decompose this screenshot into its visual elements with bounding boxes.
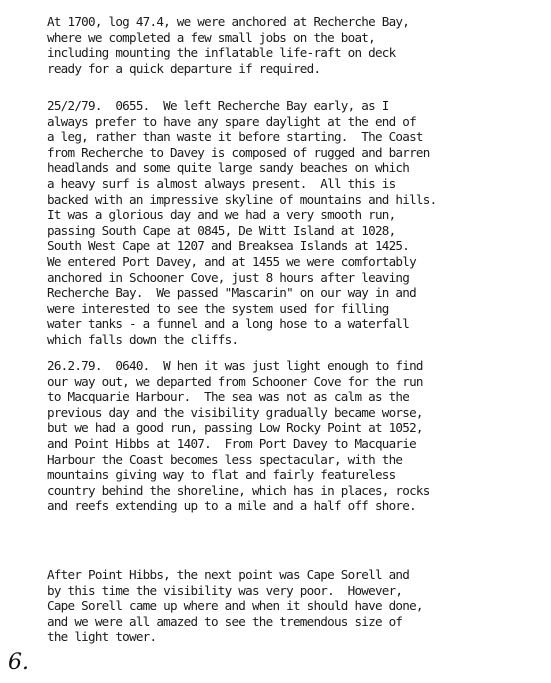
paragraph-26-feb-macquarie-harbour: 26.2.79. 0640. W hen it was just light enough to find our way out, we departed from Schooner Cove for the run to Macquarie Harbour. The sea was not as calm as the previous day and the visibility gradually became worse, but we had a good run, passing Low Rocky Point at 1052, and Point Hibbs at 1407. From Port Davey to Macquarie Harbour the Coast becomes less spectacular, with the mountains giving way to flat and fairly featureless country behind the shoreline, which has in places, rocks and reefs extending up to a mile and a half off shore. — [47, 358, 430, 514]
paragraph-cape-sorell: After Point Hibbs, the next point was Cape Sorell and by this time the visibility was very poor. However, Cape Sorell came up where and when it should have done, and we were all amazed to see the tremendous size of the light tower. — [47, 567, 423, 645]
page-number: 6. — [8, 650, 29, 675]
paragraph-25-feb-port-davey: 25/2/79. 0655. We left Recherche Bay early, as I always prefer to have any spare daylight at the end of a leg, rather than waste it before starting. The Coast from Recherche to Davey is composed of rugged and barren headlands and some quite large sandy beaches on which a heavy surf is almost always present. All this is backed with an impressive skyline of mountains and hills. It was a glorious day and we had a very smooth run, passing South Cape at 0845, De Witt Island at 1028, South West Cape at 1207 and Breaksea Islands at 1425. We entered Port Davey, and at 1455 we were comfortably anchored in Schooner Cove, just 8 hours after leaving Recherche Bay. We passed "Mascarin" on our way in and were interested to see the system used for filling water tanks - a funnel and a long hose to a waterfall which falls down the cliffs. — [47, 98, 437, 347]
paragraph-recherche-bay-anchorage: At 1700, log 47.4, we were anchored at Recherche Bay, where we completed a few small jobs on the boat, including mounting the inflatable life-raft on deck ready for a quick departure if required. — [47, 14, 410, 76]
